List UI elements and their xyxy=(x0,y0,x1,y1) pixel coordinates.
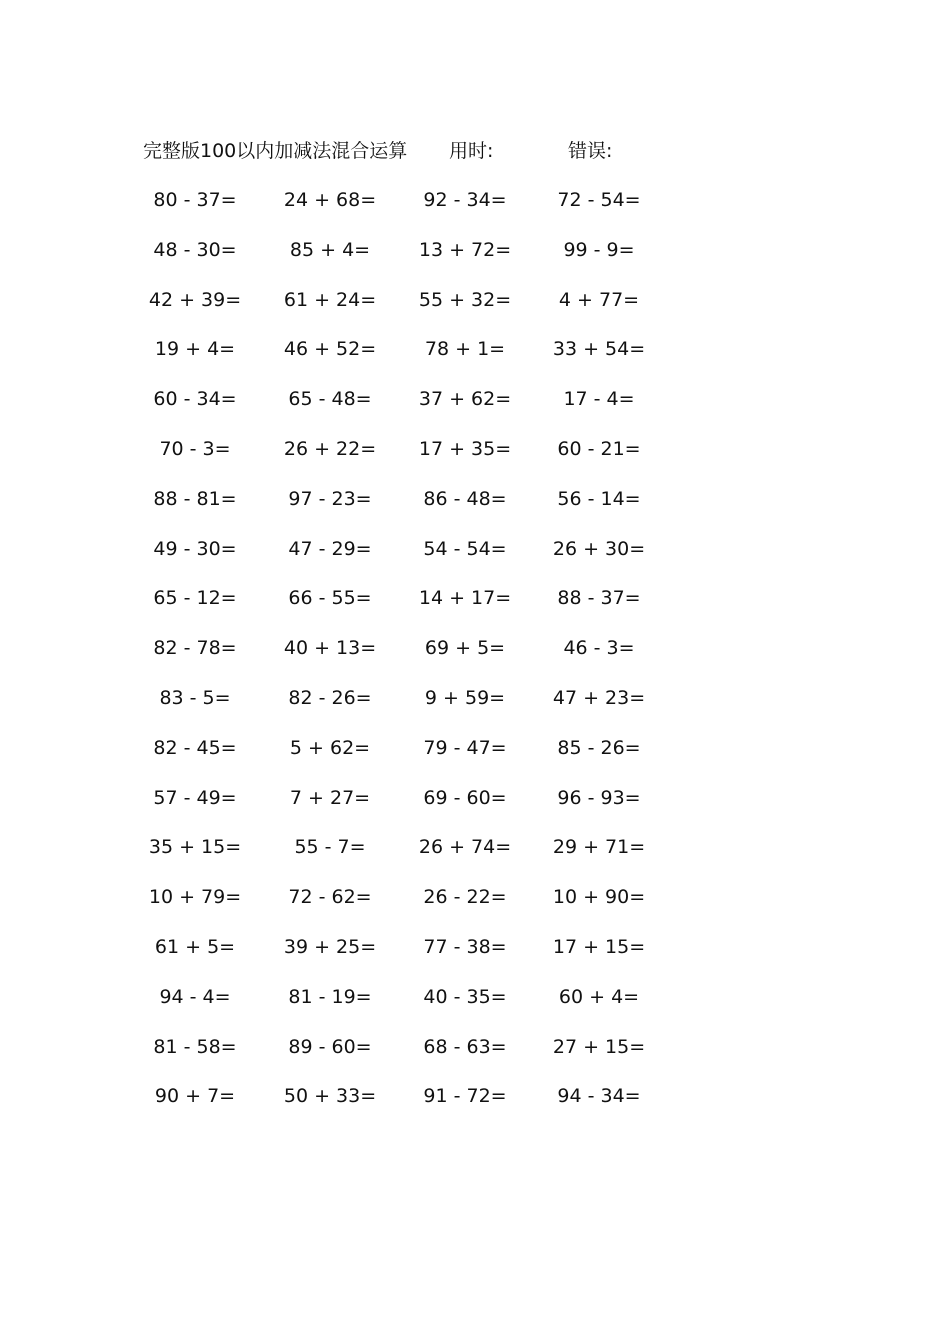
math-problem: 55 - 7= xyxy=(294,836,366,859)
math-problem: 88 - 37= xyxy=(557,587,641,610)
math-problem: 60 + 4= xyxy=(558,985,640,1008)
math-problem: 13 + 72= xyxy=(418,238,512,261)
math-problem: 70 - 3= xyxy=(159,437,231,460)
math-problem: 83 - 5= xyxy=(159,686,231,709)
problem-row xyxy=(145,833,685,883)
math-problem: 17 - 4= xyxy=(563,388,635,411)
math-problem: 80 - 37= xyxy=(153,189,237,211)
math-problem: 35 + 15= xyxy=(148,836,242,859)
math-problem: 5 + 62= xyxy=(289,736,371,759)
math-problem: 4 + 77= xyxy=(558,288,640,311)
math-problem: 94 - 34= xyxy=(557,1085,641,1108)
math-problem: 61 + 5= xyxy=(154,935,236,958)
math-problem: 40 + 13= xyxy=(283,637,377,660)
math-problem: 85 + 4= xyxy=(289,238,371,261)
math-problem: 48 - 30= xyxy=(153,238,237,261)
math-problem: 92 - 34= xyxy=(423,189,507,211)
math-problem: 61 + 24= xyxy=(283,288,377,311)
worksheet-title: 完整版100以内加减法混合运算 xyxy=(143,140,408,162)
math-problem: 40 - 35= xyxy=(423,985,507,1008)
math-problem: 56 - 14= xyxy=(557,487,641,510)
math-problem: 99 - 9= xyxy=(563,238,635,261)
math-problem: 86 - 48= xyxy=(423,487,507,510)
math-problem: 14 + 17= xyxy=(418,587,512,610)
math-problem: 7 + 27= xyxy=(289,786,371,809)
math-problem: 81 - 58= xyxy=(153,1035,237,1058)
problem-grid xyxy=(145,186,685,1132)
problem-row xyxy=(145,883,685,933)
math-problem: 97 - 23= xyxy=(288,487,372,510)
math-problem: 50 + 33= xyxy=(283,1085,377,1108)
math-problem: 78 + 1= xyxy=(424,338,506,361)
error-count-label: 错误: xyxy=(568,140,613,162)
problem-row xyxy=(145,933,685,983)
math-problem: 33 + 54= xyxy=(552,338,646,361)
math-problem: 29 + 71= xyxy=(552,836,646,859)
math-problem: 47 - 29= xyxy=(288,537,372,560)
math-problem: 72 - 62= xyxy=(288,886,372,909)
problem-row xyxy=(145,1082,685,1132)
math-problem: 90 + 7= xyxy=(154,1085,236,1108)
math-problem: 54 - 54= xyxy=(423,537,507,560)
problem-row xyxy=(145,335,685,385)
math-problem: 10 + 79= xyxy=(148,886,242,909)
math-problem: 72 - 54= xyxy=(557,189,641,211)
math-problem: 79 - 47= xyxy=(423,736,507,759)
math-problem: 69 + 5= xyxy=(424,637,506,660)
math-problem: 24 + 68= xyxy=(283,189,377,211)
problem-row xyxy=(145,485,685,535)
math-problem: 37 + 62= xyxy=(418,388,512,411)
math-problem: 77 - 38= xyxy=(423,935,507,958)
problem-row xyxy=(145,784,685,834)
math-problem: 81 - 19= xyxy=(288,985,372,1008)
problem-row xyxy=(145,634,685,684)
math-problem: 60 - 34= xyxy=(153,388,237,411)
worksheet-header xyxy=(143,136,663,166)
math-problem: 88 - 81= xyxy=(153,487,237,510)
math-problem: 85 - 26= xyxy=(557,736,641,759)
math-problem: 55 + 32= xyxy=(418,288,512,311)
problem-row xyxy=(145,435,685,485)
math-problem: 19 + 4= xyxy=(154,338,236,361)
problem-row xyxy=(145,1033,685,1083)
math-problem: 82 - 45= xyxy=(153,736,237,759)
math-problem: 68 - 63= xyxy=(423,1035,507,1058)
problem-row xyxy=(145,734,685,784)
math-problem: 42 + 39= xyxy=(148,288,242,311)
problem-row xyxy=(145,385,685,435)
math-problem: 82 - 26= xyxy=(288,686,372,709)
math-problem: 91 - 72= xyxy=(423,1085,507,1108)
math-problem: 47 + 23= xyxy=(552,686,646,709)
math-problem: 65 - 48= xyxy=(288,388,372,411)
math-problem: 17 + 35= xyxy=(418,437,512,460)
problem-row xyxy=(145,584,685,634)
math-problem: 10 + 90= xyxy=(552,886,646,909)
math-problem: 96 - 93= xyxy=(557,786,641,809)
math-problem: 46 + 52= xyxy=(283,338,377,361)
math-problem: 60 - 21= xyxy=(557,437,641,460)
math-problem: 49 - 30= xyxy=(153,537,237,560)
math-problem: 26 - 22= xyxy=(423,886,507,909)
problem-row xyxy=(145,535,685,585)
problem-row xyxy=(145,186,685,236)
math-problem: 17 + 15= xyxy=(552,935,646,958)
math-problem: 27 + 15= xyxy=(552,1035,646,1058)
math-problem: 46 - 3= xyxy=(563,637,635,660)
math-problem: 26 + 74= xyxy=(418,836,512,859)
math-problem: 89 - 60= xyxy=(288,1035,372,1058)
math-problem: 9 + 59= xyxy=(424,686,506,709)
problem-row xyxy=(145,236,685,286)
math-problem: 26 + 22= xyxy=(283,437,377,460)
time-used-label: 用时: xyxy=(449,140,494,162)
problem-row xyxy=(145,684,685,734)
math-problem: 94 - 4= xyxy=(159,985,231,1008)
math-problem: 57 - 49= xyxy=(153,786,237,809)
math-problem: 65 - 12= xyxy=(153,587,237,610)
math-problem: 69 - 60= xyxy=(423,786,507,809)
math-problem: 26 + 30= xyxy=(552,537,646,560)
math-problem: 39 + 25= xyxy=(283,935,377,958)
problem-row xyxy=(145,286,685,336)
math-problem: 82 - 78= xyxy=(153,637,237,660)
math-problem: 66 - 55= xyxy=(288,587,372,610)
problem-row xyxy=(145,983,685,1033)
